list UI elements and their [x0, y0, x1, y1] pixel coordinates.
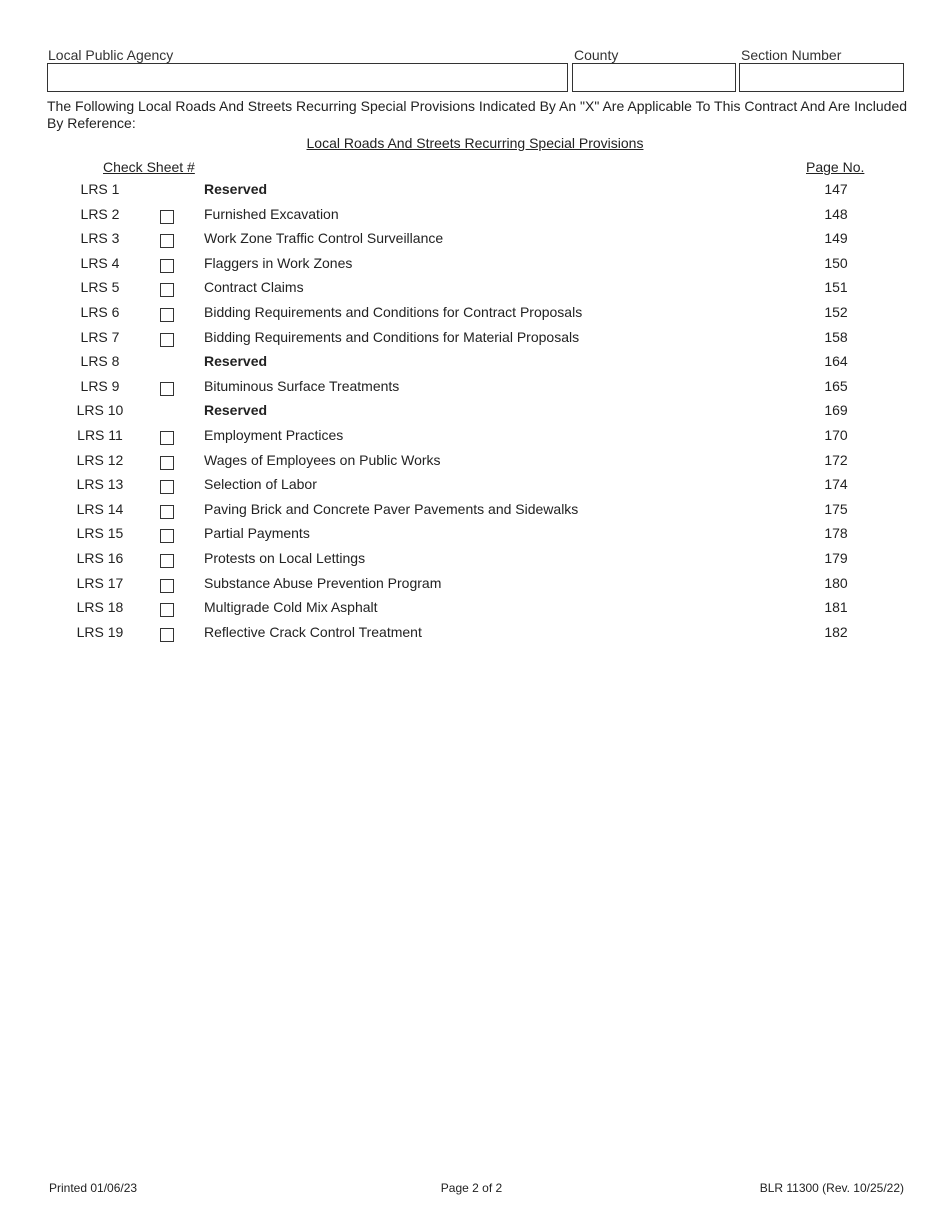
- provision-number: LRS 3: [80, 230, 120, 247]
- provision-title: Partial Payments: [204, 525, 310, 542]
- list-title: Local Roads And Streets Recurring Special Provisions: [306, 135, 644, 151]
- provision-row: [0, 423, 950, 448]
- provision-number: LRS 18: [76, 599, 124, 616]
- county-field[interactable]: [573, 64, 735, 91]
- provision-title: Work Zone Traffic Control Surveillance: [204, 230, 444, 247]
- provision-number: LRS 15: [76, 525, 124, 542]
- provision-row: [0, 448, 950, 473]
- provision-page-number: 149: [824, 230, 848, 247]
- provision-page-number: 151: [824, 279, 848, 296]
- provision-row: [0, 325, 950, 350]
- provision-title: Flaggers in Work Zones: [204, 254, 353, 271]
- provision-number: LRS 19: [76, 623, 124, 640]
- provision-page-number: 164: [824, 353, 848, 370]
- provision-row: [0, 521, 950, 546]
- provision-page-number: 178: [824, 525, 848, 542]
- provision-number: LRS 1: [80, 181, 120, 197]
- provision-page-number: 172: [824, 451, 848, 468]
- provision-number: LRS 11: [77, 426, 123, 443]
- provision-checkbox[interactable]: [160, 333, 174, 347]
- provision-number: LRS 2: [80, 205, 120, 222]
- form-number: BLR 11300 (Rev. 10/25/22): [759, 1181, 904, 1195]
- provision-row: [0, 226, 950, 251]
- provision-row: [0, 546, 950, 571]
- check-sheet-column-header: Check Sheet #: [103, 159, 195, 175]
- provision-title: Paving Brick and Concrete Paver Pavements and Sidewalks: [204, 500, 579, 517]
- agency-label: Local Public Agency: [48, 47, 174, 63]
- provision-number: LRS 10: [76, 402, 124, 419]
- provision-title: Protests on Local Lettings: [204, 549, 366, 566]
- agency-field[interactable]: [48, 64, 567, 91]
- provision-page-number: 152: [824, 303, 848, 320]
- provision-page-number: 181: [824, 599, 848, 616]
- provision-title: Wages of Employees on Public Works: [204, 451, 441, 468]
- provision-checkbox[interactable]: [160, 628, 174, 642]
- provision-checkbox[interactable]: [160, 603, 174, 617]
- provision-checkbox[interactable]: [160, 529, 174, 543]
- printed-date: Printed 01/06/23: [49, 1181, 138, 1195]
- provision-title: Bidding Requirements and Conditions for Material Proposals: [204, 328, 580, 345]
- provision-title: Contract Claims: [204, 279, 304, 296]
- provision-number: LRS 13: [76, 476, 124, 493]
- provision-page-number: 147: [824, 181, 848, 197]
- county-label: County: [574, 47, 619, 63]
- provision-page-number: 170: [824, 426, 848, 443]
- provision-page-number: 175: [824, 500, 848, 517]
- provision-checkbox[interactable]: [160, 456, 174, 470]
- provision-number: LRS 5: [80, 279, 120, 296]
- provision-row: [0, 595, 950, 620]
- provision-row: [0, 472, 950, 497]
- provision-page-number: 180: [824, 574, 848, 591]
- provision-checkbox[interactable]: [160, 554, 174, 568]
- provision-row: [0, 398, 950, 423]
- provision-page-number: 182: [824, 623, 848, 640]
- intro-text: The Following Local Roads And Streets Recurring Special Provisions Indicated By An "X" Are Applicable To This Contract And Are Included By Reference:: [47, 98, 908, 131]
- provision-page-number: 179: [824, 549, 848, 566]
- provision-title: Reflective Crack Control Treatment: [204, 623, 422, 640]
- provision-checkbox[interactable]: [160, 382, 174, 396]
- provision-number: LRS 7: [80, 328, 120, 345]
- provision-number: LRS 16: [76, 549, 124, 566]
- provision-title: Reserved: [204, 353, 268, 370]
- provision-title: Bidding Requirements and Conditions for Contract Proposals: [204, 303, 583, 320]
- provision-title: Reserved: [204, 181, 268, 197]
- provision-row: [0, 620, 950, 645]
- provision-row: [0, 251, 950, 276]
- provision-checkbox[interactable]: [160, 480, 174, 494]
- provision-title: Multigrade Cold Mix Asphalt: [204, 599, 378, 616]
- provision-page-number: 148: [824, 205, 848, 222]
- provision-checkbox[interactable]: [160, 259, 174, 273]
- provision-checkbox[interactable]: [160, 505, 174, 519]
- provision-number: LRS 6: [80, 303, 120, 320]
- page-number: Page 2 of 2: [440, 1181, 503, 1195]
- provision-number: LRS 14: [76, 500, 124, 517]
- provision-row: [0, 349, 950, 374]
- provision-title: Substance Abuse Prevention Program: [204, 574, 442, 591]
- page-no-column-header: Page No.: [806, 159, 865, 175]
- provision-checkbox[interactable]: [160, 283, 174, 297]
- provision-row: [0, 202, 950, 227]
- section-number-label: Section Number: [741, 47, 842, 63]
- section-number-field[interactable]: [740, 64, 903, 91]
- provision-checkbox[interactable]: [160, 234, 174, 248]
- section-number-field-box: [739, 63, 904, 92]
- provision-title: Reserved: [204, 402, 268, 419]
- agency-field-box: [47, 63, 568, 92]
- provision-checkbox[interactable]: [160, 579, 174, 593]
- county-field-box: [572, 63, 736, 92]
- provision-checkbox[interactable]: [160, 308, 174, 322]
- provision-page-number: 158: [824, 328, 848, 345]
- provision-row: [0, 374, 950, 399]
- provisions-list: [0, 177, 950, 644]
- provision-title: Bituminous Surface Treatments: [204, 377, 400, 394]
- provision-page-number: 150: [824, 254, 848, 271]
- provision-number: LRS 12: [76, 451, 124, 468]
- provision-number: LRS 17: [76, 574, 124, 591]
- provision-number: LRS 9: [80, 377, 120, 394]
- provision-page-number: 169: [824, 402, 848, 419]
- provision-title: Furnished Excavation: [204, 205, 339, 222]
- provision-row: [0, 275, 950, 300]
- provision-checkbox[interactable]: [160, 431, 174, 445]
- provision-row: [0, 177, 950, 202]
- provision-title: Employment Practices: [204, 426, 344, 443]
- provision-page-number: 165: [824, 377, 848, 394]
- provision-row: [0, 497, 950, 522]
- provision-title: Selection of Labor: [204, 476, 317, 493]
- provision-number: LRS 8: [80, 353, 120, 370]
- provision-number: LRS 4: [80, 254, 120, 271]
- provision-checkbox[interactable]: [160, 210, 174, 224]
- provision-row: [0, 300, 950, 325]
- provision-row: [0, 571, 950, 596]
- provision-page-number: 174: [824, 476, 848, 493]
